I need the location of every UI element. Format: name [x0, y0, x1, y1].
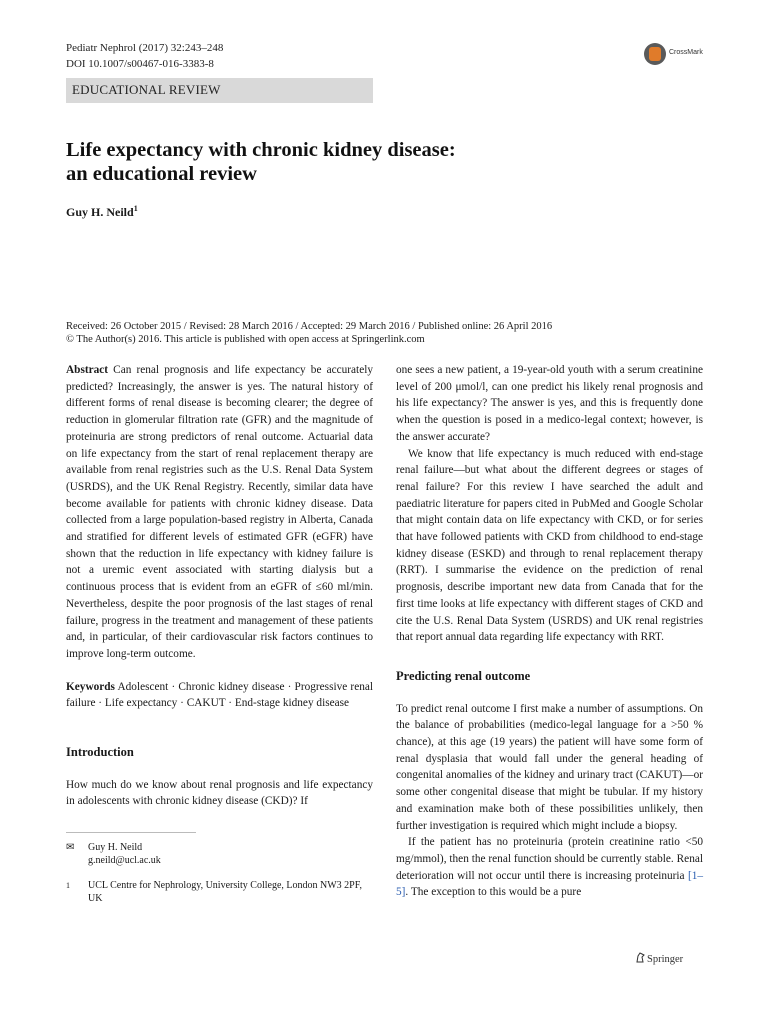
paragraph-2: We know that life expectancy is much reduced with end-stage renal failure—but what about the different degrees or stages of renal failure? For this review I have searched the adult and paediatric literature for papers cited in PubMed and Google Scholar that might contain data on life expectancy with CKD, or for series that have followed patients with CKD from childhood to end-stage kidney disease (ESKD) and through to renal replacement therapy (RRT). I summarise the evidence on the prediction of renal prognosis, describe important new data from Canada that for the first time looks at life expectancy with different stages of CKD and cite the U.S. Renal Data System (USRDS) and UK renal registries that report annual data regarding life expectancy with RRT.	[396, 447, 703, 644]
publisher-logo	[636, 952, 683, 965]
section-label: EDUCATIONAL REVIEW	[72, 82, 221, 97]
crossmark-label: CrossMark	[669, 49, 703, 56]
section-banner	[66, 78, 373, 103]
affiliation-footnote	[66, 879, 373, 905]
contact-footnote	[66, 841, 373, 867]
reference-link[interactable]: [1–5]	[396, 869, 703, 899]
keywords	[66, 679, 373, 712]
contact-name: Guy H. Neild	[88, 842, 143, 854]
abstract	[66, 362, 373, 663]
crossmark-badge[interactable]	[644, 43, 724, 67]
right-column	[396, 362, 703, 901]
footnote-divider	[66, 832, 196, 833]
paragraph-3: To predict renal outcome I first make a number of assumptions. On the balance of probabilities (medico-legal language for a >50 % chance), at this age (19 years) the patient will have some form of renal dysplasia that would fall under the general heading of congenital anomalies of the kidney and urinary tract (CAKUT)—or some other congenital disease that might be tubular. If my history and examination make both of these possibilities unlikely, then further investigation is required which might include a biopsy.	[396, 702, 703, 832]
affiliation-number: 1	[66, 881, 70, 891]
title-line-1: Life expectancy with chronic kidney disease:	[66, 139, 456, 161]
journal-citation	[66, 40, 223, 72]
predicting-heading: Predicting renal outcome	[396, 668, 531, 683]
journal-line: Pediatr Nephrol (2017) 32:243–248	[66, 42, 224, 54]
publisher-name: Springer	[647, 954, 684, 965]
envelope-icon: ✉	[66, 842, 75, 854]
paragraph-4: If the patient has no proteinuria (protein creatinine ratio <50 mg/mmol), then the renal function should be currently stable. Renal deterioration will not occur until there is increasing proteinuria [1–5]. The exception to this would be a pure	[396, 836, 703, 899]
doi-line[interactable]: DOI 10.1007/s00467-016-3383-8	[66, 58, 214, 70]
affiliation-text: UCL Centre for Nephrology, University College, London NW3 2PF, UK	[88, 880, 362, 905]
paragraph-1: one sees a new patient, a 19-year-old youth with a serum creatinine level of 200 μmol/l, can one predict his likely renal prognosis and his life expectancy? The answer is yes, and this is frequently done when the question is posed in a medico-legal context; however, is the answer accurate?	[396, 364, 703, 443]
author-name: Guy H. Neild	[66, 205, 134, 219]
article-dates	[66, 320, 706, 346]
article-title	[66, 138, 626, 186]
abstract-text: Can renal prognosis and life expectancy be accurately predicted? Increasingly, the answer is yes. The natural history of different forms of renal disease is becoming clearer; the degree of reduction in glomerular filtration rate (GFR) and the magnitude of proteinuria are strong predictors of renal outcome. Actuarial data on life expectancy from the start of renal replacement therapy are available from renal registries such as the U.S. Renal Data System (USRDS), and the UK Renal Registry. Recently, similar data have become available for patients with chronic kidney disease. Data collected from a large population-based registry in Alberta, Canada and stratified for different levels of estimated GFR (eGFR) have shown that the reduction in life expectancy with kidney failure is not a uremic event associated with starting dialysis but a continuous process that is evident from an eGFR of ≤60 ml/min. Nevertheless, despite the poor prognosis of the last stages of renal failure, progress in the treatment and management of these patients and, in particular, of their cardiovascular risk factors continues to improve long-term outcome.	[66, 364, 373, 660]
received-dates: Received: 26 October 2015 / Revised: 28 March 2016 / Accepted: 29 March 2016 / Published online: 26 April 2016	[66, 321, 553, 332]
author-affiliation-marker: 1	[133, 204, 138, 213]
copyright-notice: © The Author(s) 2016. This article is published with open access at Springerlink.com	[66, 334, 425, 345]
left-column	[66, 362, 373, 905]
crossmark-icon	[644, 43, 666, 65]
author-line	[66, 204, 138, 220]
introduction-text: How much do we know about renal prognosis and life expectancy in adolescents with chronic kidney disease (CKD)? If	[66, 778, 373, 808]
keywords-label: Keywords	[66, 680, 115, 693]
title-line-2: an educational review	[66, 163, 257, 185]
springer-horse-icon	[636, 952, 645, 963]
introduction-heading: Introduction	[66, 745, 134, 760]
keywords-text: Adolescent · Chronic kidney disease · Progressive renal failure · Life expectancy · CAKUT · End-stage kidney disease	[66, 680, 374, 710]
abstract-label: Abstract	[66, 364, 109, 376]
contact-email[interactable]: g.neild@ucl.ac.uk	[88, 855, 161, 867]
